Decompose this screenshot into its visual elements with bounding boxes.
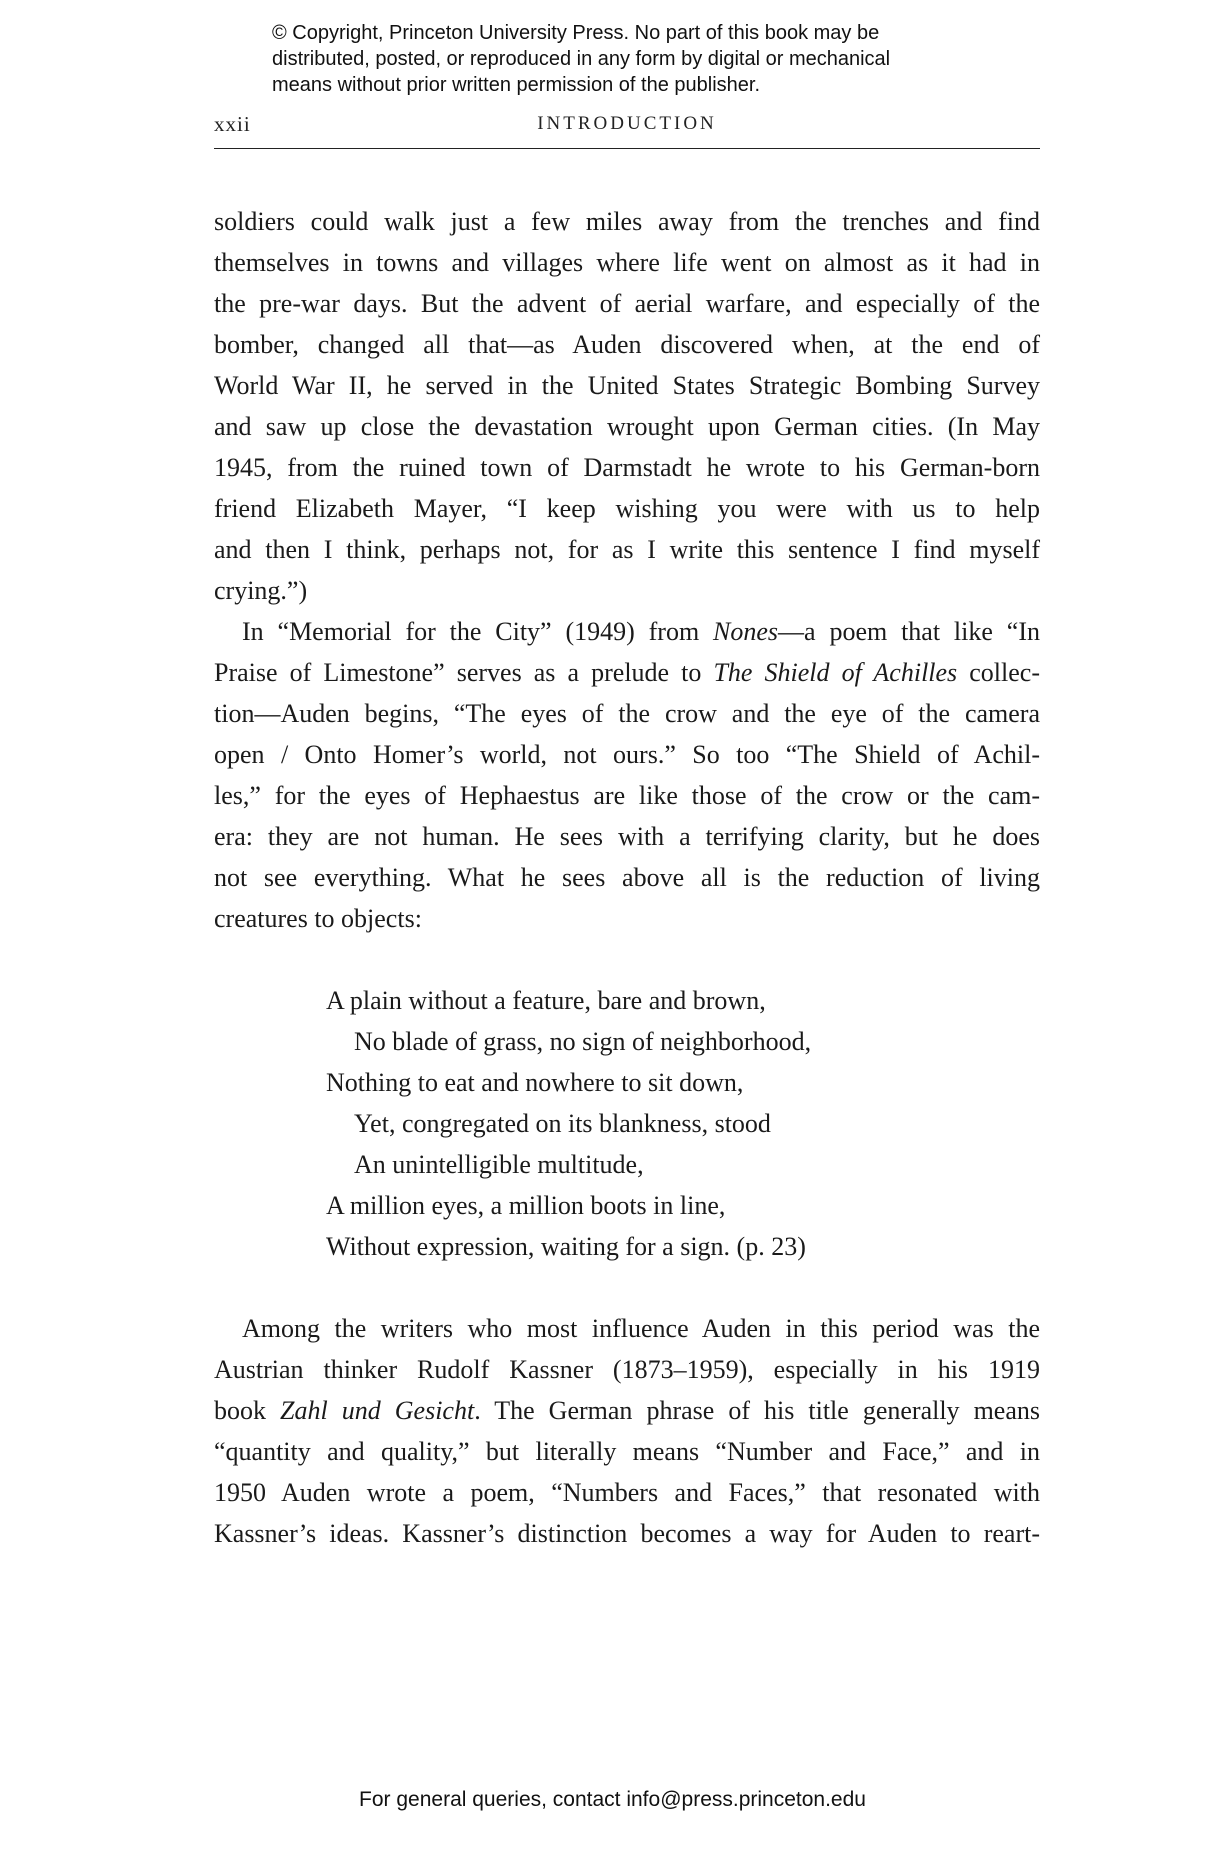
- poem-line: An unintelligible multitude,: [354, 1150, 644, 1179]
- poem-line: Nothing to eat and nowhere to sit down,: [326, 1068, 744, 1097]
- text-run: . The German phrase of his title generally means: [474, 1396, 1040, 1425]
- text-run: book: [214, 1396, 281, 1425]
- poem-line: No blade of grass, no sign of neighborhood,: [354, 1027, 812, 1056]
- text-line: Among the writers who most influence Auden in this period was the: [242, 1314, 1040, 1343]
- text-line: Kassner’s ideas. Kassner’s distinction becomes a way for Auden to reart-: [214, 1519, 1040, 1548]
- text-line: soldiers could walk just a few miles away from the trenches and find: [214, 207, 1040, 236]
- page-number: xxii: [214, 112, 251, 136]
- paragraph: [214, 611, 1040, 939]
- poem-line: A plain without a feature, bare and brown,: [326, 986, 766, 1015]
- text-line: the pre-war days. But the advent of aerial warfare, and especially of the: [214, 289, 1040, 318]
- copyright-notice: [272, 20, 1032, 98]
- text-run: In “Memorial for the City” (1949) from: [242, 617, 714, 646]
- text-line: era: they are not human. He sees with a terrifying clarity, but he does: [214, 822, 1040, 851]
- text-line: 1950 Auden wrote a poem, “Numbers and Faces,” that resonated with: [214, 1478, 1040, 1507]
- text-line: [214, 1390, 1040, 1431]
- text-run: collec-: [957, 658, 1040, 687]
- paragraph: [214, 201, 1040, 611]
- text-line: 1945, from the ruined town of Darmstadt he wrote to his German-born: [214, 453, 1040, 482]
- text-line: friend Elizabeth Mayer, “I keep wishing you were with us to help: [214, 494, 1040, 523]
- poem-quote: [214, 980, 1040, 1267]
- text-line: and then I think, perhaps not, for as I write this sentence I find myself: [214, 535, 1040, 564]
- text-line: not see everything. What he sees above all is the reduction of living: [214, 863, 1040, 892]
- copyright-line: means without prior written permission of the publisher.: [272, 74, 761, 96]
- copyright-line: distributed, posted, or reproduced in any form by digital or mechanical: [272, 48, 891, 70]
- text-run: —a poem that like “In: [778, 617, 1040, 646]
- text-line: “quantity and quality,” but literally means “Number and Face,” and in: [214, 1437, 1040, 1466]
- text-line: bomber, changed all that—as Auden discovered when, at the end of: [214, 330, 1040, 359]
- body-text: [214, 201, 1040, 1554]
- footer-contact: For general queries, contact info@press.princeton.edu: [359, 1788, 866, 1811]
- text-line: [214, 611, 1040, 652]
- copyright-line: © Copyright, Princeton University Press. No part of this book may be: [272, 22, 880, 44]
- text-line: Austrian thinker Rudolf Kassner (1873–1959), especially in his 1919: [214, 1355, 1040, 1384]
- text-line: open / Onto Homer’s world, not ours.” So too “The Shield of Achil-: [214, 740, 1040, 769]
- book-title: Zahl und Gesicht: [280, 1396, 475, 1425]
- paragraph: [214, 1308, 1040, 1554]
- text-line: World War II, he served in the United States Strategic Bombing Survey: [214, 371, 1040, 400]
- book-title: Nones: [713, 617, 779, 646]
- running-head: [214, 110, 1040, 149]
- text-run: Praise of Limestone” serves as a prelude to: [214, 658, 714, 687]
- poem-line: Without expression, waiting for a sign. (p. 23): [326, 1232, 806, 1261]
- text-line: creatures to objects:: [214, 904, 422, 933]
- book-title: The Shield of Achilles: [713, 658, 958, 687]
- text-line: [214, 652, 1040, 693]
- section-title: INTRODUCTION: [537, 113, 717, 134]
- text-line: themselves in towns and villages where life went on almost as it had in: [214, 248, 1040, 277]
- poem-line: A million eyes, a million boots in line,: [326, 1191, 726, 1220]
- poem-line: Yet, congregated on its blankness, stood: [354, 1109, 771, 1138]
- text-line: les,” for the eyes of Hephaestus are like those of the crow or the cam-: [214, 781, 1040, 810]
- text-line: and saw up close the devastation wrought upon German cities. (In May: [214, 412, 1040, 441]
- text-line: crying.”): [214, 576, 308, 605]
- text-line: tion—Auden begins, “The eyes of the crow and the eye of the camera: [214, 699, 1040, 728]
